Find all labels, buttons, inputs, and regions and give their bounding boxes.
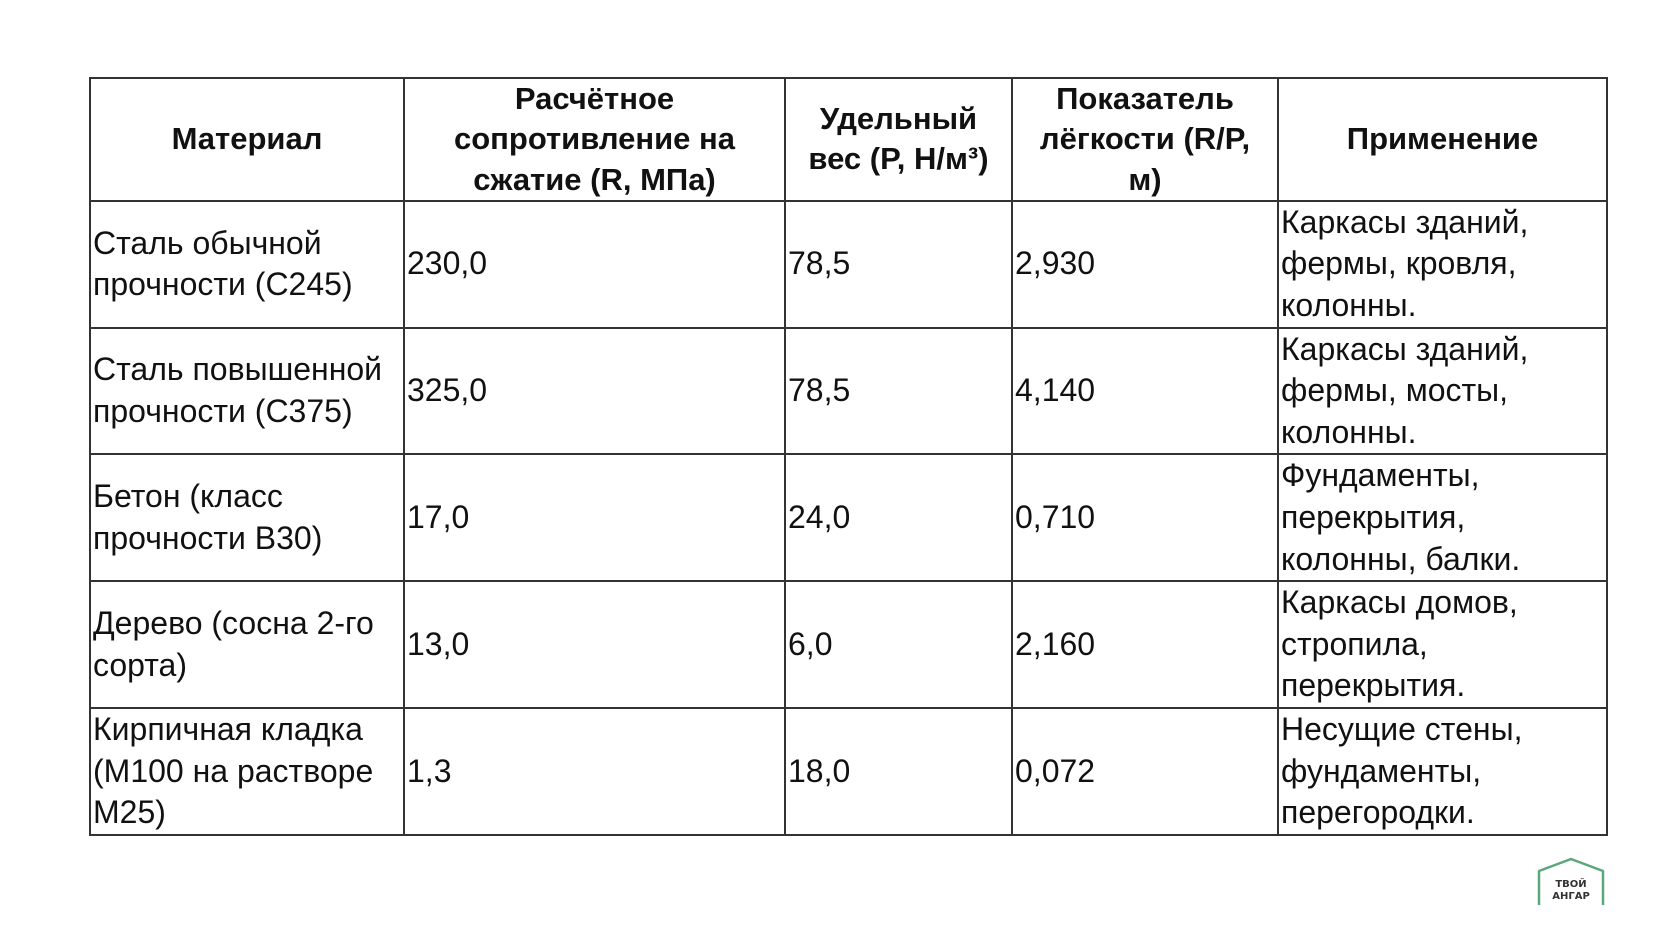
table-row (90, 454, 1607, 581)
header-material: Материал (90, 78, 404, 201)
cell-application: Несущие стены, фундаменты, перегородки. (1278, 708, 1607, 835)
cell-application: Каркасы домов, стропила, перекрытия. (1278, 581, 1607, 708)
cell-specific-weight: 78,5 (785, 328, 1012, 455)
header-application: Применение (1278, 78, 1607, 201)
header-specific-weight: Удельный вес (P, Н/м³) (785, 78, 1012, 201)
cell-resistance: 17,0 (404, 454, 785, 581)
table-row (90, 581, 1607, 708)
table-row (90, 201, 1607, 328)
cell-lightness: 2,160 (1012, 581, 1278, 708)
cell-specific-weight: 24,0 (785, 454, 1012, 581)
logo-text (1537, 879, 1605, 903)
cell-application: Каркасы зданий, фермы, мосты, колонны. (1278, 328, 1607, 455)
cell-application: Фундаменты, перекрытия, колонны, балки. (1278, 454, 1607, 581)
cell-specific-weight: 18,0 (785, 708, 1012, 835)
brand-logo (1537, 857, 1605, 907)
cell-material: Сталь обычной прочности (С245) (90, 201, 404, 328)
logo-line-1: ТВОЙ (1555, 879, 1587, 890)
cell-lightness: 0,710 (1012, 454, 1278, 581)
cell-lightness: 2,930 (1012, 201, 1278, 328)
cell-resistance: 1,3 (404, 708, 785, 835)
cell-material: Дерево (сосна 2-го сорта) (90, 581, 404, 708)
cell-application: Каркасы зданий, фермы, кровля, колонны. (1278, 201, 1607, 328)
cell-resistance: 13,0 (404, 581, 785, 708)
cell-specific-weight: 6,0 (785, 581, 1012, 708)
cell-lightness: 0,072 (1012, 708, 1278, 835)
cell-material: Бетон (класс прочности В30) (90, 454, 404, 581)
cell-material: Сталь повышенной прочности (С375) (90, 328, 404, 455)
cell-resistance: 325,0 (404, 328, 785, 455)
logo-line-2: АНГАР (1552, 891, 1590, 902)
header-lightness: Показатель лёгкости (R/P, м) (1012, 78, 1278, 201)
cell-material: Кирпичная кладка (М100 на растворе М25) (90, 708, 404, 835)
cell-resistance: 230,0 (404, 201, 785, 328)
materials-table (89, 77, 1608, 836)
table-row (90, 708, 1607, 835)
cell-specific-weight: 78,5 (785, 201, 1012, 328)
table-header-row (90, 78, 1607, 201)
cell-lightness: 4,140 (1012, 328, 1278, 455)
table-row (90, 328, 1607, 455)
header-resistance: Расчётное сопротивление на сжатие (R, МПа) (404, 78, 785, 201)
